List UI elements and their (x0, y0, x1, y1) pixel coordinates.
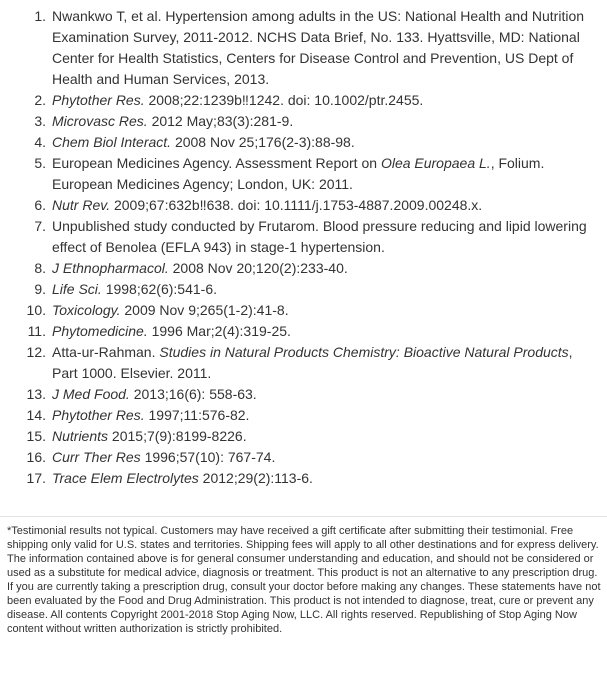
reference-text-part: 2008;22:1239b‼1242. doi: 10.1002/ptr.2455. (144, 92, 424, 108)
reference-text (52, 90, 600, 111)
reference-number: 1. (34, 8, 46, 24)
reference-number: 6. (34, 197, 46, 213)
reference-item (0, 342, 600, 384)
reference-item (0, 426, 600, 447)
reference-number: 14. (26, 407, 46, 423)
reference-number: 2. (34, 92, 46, 108)
reference-number: 9. (34, 281, 46, 297)
footer-divider (0, 516, 607, 517)
disclaimer-text: *Testimonial results not typical. Customers may have received a gift certificate after submitting their testimonial. Free shipping only valid for U.S. states and territories. Shipping fees will apply to all other destinations and for express delivery. The information contained above is for general consumer understanding and education, and should not be considered or used as a substitute for medical advice, diagnosis or treatment. This product is not an alternative to any prescription drug. If you are currently taking a prescription drug, consult your doctor before making any changes. These statements have not been evaluated by the Food and Drug Administration. This product is not intended to diagnose, treat, cure or prevent any disease. All contents Copyright 2001-2018 Stop Aging Now, LLC. All rights reserved. Republishing of Stop Aging Now content without written authorization is strictly prohibited. (7, 525, 601, 635)
reference-number: 5. (34, 155, 46, 171)
reference-text (52, 300, 600, 321)
reference-text-part: Unpublished study conducted by Frutarom. Blood pressure reducing and lipid lowering effect of Benolea (EFLA 943) in stage-1 hypertension. (52, 218, 587, 255)
reference-text (52, 111, 600, 132)
reference-item (0, 216, 600, 258)
reference-source-italic: Chem Biol Interact. (52, 134, 172, 150)
reference-text (52, 321, 600, 342)
reference-source-italic: Life Sci. (52, 281, 102, 297)
reference-number: 10. (26, 302, 46, 318)
reference-item (0, 447, 600, 468)
reference-item (0, 6, 600, 90)
reference-text (52, 132, 600, 153)
reference-text-part: 1996 Mar;2(4):319-25. (147, 323, 291, 339)
reference-number: 12. (26, 344, 46, 360)
reference-text-part: 2013;16(6): 558-63. (129, 386, 257, 402)
reference-text-part: Atta-ur-Rahman. (52, 344, 160, 360)
reference-source-italic: Nutrients (52, 428, 109, 444)
reference-item (0, 111, 600, 132)
reference-text (52, 195, 600, 216)
reference-text (52, 153, 600, 195)
reference-source-italic: Curr Ther Res (52, 449, 141, 465)
reference-text-part: European Medicines Agency. Assessment Report on (52, 155, 381, 171)
reference-number: 8. (34, 260, 46, 276)
reference-item (0, 300, 600, 321)
reference-text-part: 1998;62(6):541-6. (101, 281, 218, 297)
reference-source-italic: Phytomedicine. (52, 323, 148, 339)
reference-item (0, 405, 600, 426)
reference-item (0, 258, 600, 279)
reference-item (0, 153, 600, 195)
reference-item (0, 90, 600, 111)
reference-source-italic: Studies in Natural Products Chemistry: Bioactive Natural Products (159, 344, 569, 360)
reference-number: 3. (34, 113, 46, 129)
references-list (0, 6, 600, 489)
reference-text-part: 2015;7(9):8199-8226. (108, 428, 247, 444)
reference-number: 7. (34, 218, 46, 234)
reference-text (52, 384, 600, 405)
reference-number: 11. (27, 323, 46, 339)
reference-text-part: 1997;11:576-82. (144, 407, 250, 423)
reference-text (52, 405, 600, 426)
reference-text-part: 1996;57(10): 767-74. (140, 449, 276, 465)
reference-text (52, 258, 600, 279)
reference-number: 4. (34, 134, 46, 150)
reference-text-part: , Part 1000. Elsevier. 2011. (52, 344, 573, 381)
reference-item (0, 384, 600, 405)
reference-text (52, 342, 600, 384)
reference-source-italic: Phytother Res. (52, 407, 145, 423)
reference-source-italic: J Med Food. (52, 386, 130, 402)
reference-source-italic: Nutr Rev. (52, 197, 111, 213)
reference-text-part: 2009 Nov 9;265(1-2):41-8. (120, 302, 289, 318)
reference-number: 16. (26, 449, 46, 465)
reference-text (52, 447, 600, 468)
reference-item (0, 195, 600, 216)
reference-item (0, 468, 600, 489)
reference-source-italic: Phytother Res. (52, 92, 145, 108)
reference-number: 17. (26, 470, 46, 486)
reference-text-part: , Folium. European Medicines Agency; London, UK: 2011. (52, 155, 545, 192)
reference-text (52, 216, 600, 258)
reference-text-part: 2008 Nov 25;176(2-3):88-98. (171, 134, 355, 150)
reference-number: 15. (26, 428, 46, 444)
reference-source-italic: Microvasc Res. (52, 113, 148, 129)
reference-text (52, 468, 600, 489)
reference-item (0, 132, 600, 153)
reference-text (52, 279, 600, 300)
reference-text-part: Nwankwo T, et al. Hypertension among adults in the US: National Health and Nutrition Examination Survey, 2011-2012. NCHS Data Brief, No. 133. Hyattsville, MD: National Center for Health Statistics, Centers for Disease Control and Prevention, US Dept of Health and Human Services, 2013. (52, 8, 585, 87)
reference-source-italic: Olea Europaea L. (380, 155, 491, 171)
reference-number: 13. (26, 386, 46, 402)
reference-source-italic: J Ethnopharmacol. (52, 260, 169, 276)
reference-text-part: 2012 May;83(3):281-9. (147, 113, 294, 129)
reference-text-part: 2012;29(2):113-6. (198, 470, 313, 486)
reference-item (0, 279, 600, 300)
reference-source-italic: Trace Elem Electrolytes (52, 470, 199, 486)
reference-text-part: 2009;67:632b‼638. doi: 10.1111/j.1753-4887.2009.00248.x. (110, 197, 483, 213)
reference-text-part: 2008 Nov 20;120(2):233-40. (168, 260, 348, 276)
reference-text (52, 6, 600, 90)
reference-text (52, 426, 600, 447)
reference-item (0, 321, 600, 342)
reference-source-italic: Toxicology. (52, 302, 121, 318)
